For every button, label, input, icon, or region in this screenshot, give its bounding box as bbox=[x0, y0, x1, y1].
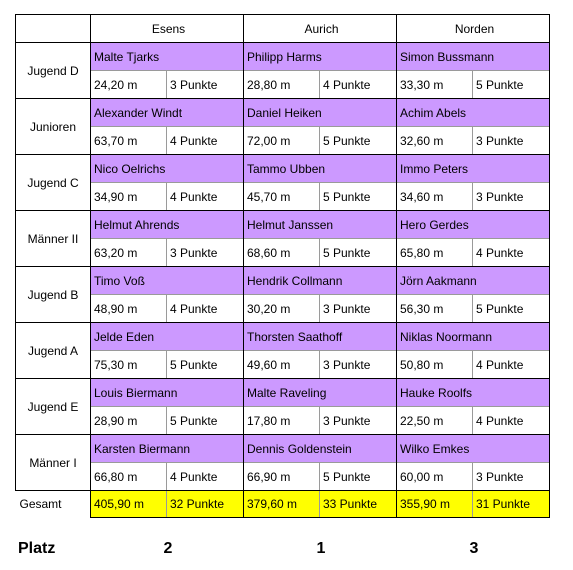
athlete-row bbox=[16, 323, 550, 351]
athlete-name: Hauke Roolfs bbox=[397, 379, 550, 407]
result-distance: 48,90 m bbox=[91, 295, 167, 323]
athlete-name: Niklas Noormann bbox=[397, 323, 550, 351]
athlete-row bbox=[16, 435, 550, 463]
result-distance: 66,90 m bbox=[244, 463, 320, 491]
athlete-row bbox=[16, 155, 550, 183]
results-table bbox=[15, 14, 550, 518]
athlete-row bbox=[16, 43, 550, 71]
total-points: 31 Punkte bbox=[473, 491, 550, 518]
result-row bbox=[16, 239, 550, 267]
result-points: 3 Punkte bbox=[167, 239, 244, 267]
category-label: Jugend D bbox=[16, 43, 91, 99]
category-label: Jugend A bbox=[16, 323, 91, 379]
header-row bbox=[16, 15, 550, 43]
athlete-name: Simon Bussmann bbox=[397, 43, 550, 71]
result-points: 3 Punkte bbox=[320, 295, 397, 323]
result-distance: 22,50 m bbox=[397, 407, 473, 435]
result-distance: 72,00 m bbox=[244, 127, 320, 155]
athlete-name: Achim Abels bbox=[397, 99, 550, 127]
athlete-name: Wilko Emkes bbox=[397, 435, 550, 463]
athlete-row bbox=[16, 379, 550, 407]
category-label: Männer I bbox=[16, 435, 91, 491]
team-header: Esens bbox=[91, 15, 244, 43]
athlete-name: Immo Peters bbox=[397, 155, 550, 183]
athlete-name: Hendrik Collmann bbox=[244, 267, 397, 295]
athlete-name: Louis Biermann bbox=[91, 379, 244, 407]
result-distance: 65,80 m bbox=[397, 239, 473, 267]
result-row bbox=[16, 127, 550, 155]
result-distance: 75,30 m bbox=[91, 351, 167, 379]
athlete-row bbox=[16, 267, 550, 295]
athlete-name: Nico Oelrichs bbox=[91, 155, 244, 183]
athlete-name: Helmut Ahrends bbox=[91, 211, 244, 239]
result-distance: 45,70 m bbox=[244, 183, 320, 211]
athlete-name: Jelde Eden bbox=[91, 323, 244, 351]
team-header: Aurich bbox=[244, 15, 397, 43]
result-points: 4 Punkte bbox=[473, 351, 550, 379]
result-row bbox=[16, 407, 550, 435]
athlete-row bbox=[16, 99, 550, 127]
result-row bbox=[16, 295, 550, 323]
athlete-name: Hero Gerdes bbox=[397, 211, 550, 239]
athlete-name: Timo Voß bbox=[91, 267, 244, 295]
result-distance: 49,60 m bbox=[244, 351, 320, 379]
result-distance: 50,80 m bbox=[397, 351, 473, 379]
result-points: 3 Punkte bbox=[473, 127, 550, 155]
athlete-name: Malte Raveling bbox=[244, 379, 397, 407]
athlete-name: Malte Tjarks bbox=[91, 43, 244, 71]
result-points: 4 Punkte bbox=[167, 463, 244, 491]
header-corner bbox=[16, 15, 91, 43]
result-points: 5 Punkte bbox=[473, 295, 550, 323]
category-label: Jugend B bbox=[16, 267, 91, 323]
total-distance: 355,90 m bbox=[397, 491, 473, 518]
result-distance: 68,60 m bbox=[244, 239, 320, 267]
total-distance: 379,60 m bbox=[244, 491, 320, 518]
category-label: Junioren bbox=[16, 99, 91, 155]
result-distance: 34,90 m bbox=[91, 183, 167, 211]
result-points: 5 Punkte bbox=[320, 239, 397, 267]
result-row bbox=[16, 183, 550, 211]
result-distance: 32,60 m bbox=[397, 127, 473, 155]
result-points: 5 Punkte bbox=[320, 127, 397, 155]
category-label: Jugend C bbox=[16, 155, 91, 211]
result-distance: 28,90 m bbox=[91, 407, 167, 435]
athlete-name: Helmut Janssen bbox=[244, 211, 397, 239]
result-points: 3 Punkte bbox=[473, 463, 550, 491]
result-points: 4 Punkte bbox=[167, 127, 244, 155]
result-points: 5 Punkte bbox=[320, 183, 397, 211]
result-distance: 30,20 m bbox=[244, 295, 320, 323]
result-distance: 63,20 m bbox=[91, 239, 167, 267]
athlete-name: Daniel Heiken bbox=[244, 99, 397, 127]
result-points: 5 Punkte bbox=[167, 407, 244, 435]
result-distance: 24,20 m bbox=[91, 71, 167, 99]
ranking-norden: 3 bbox=[469, 540, 479, 557]
result-points: 3 Punkte bbox=[167, 71, 244, 99]
total-points: 33 Punkte bbox=[320, 491, 397, 518]
result-distance: 66,80 m bbox=[91, 463, 167, 491]
result-row bbox=[16, 71, 550, 99]
ranking-aurich: 1 bbox=[316, 540, 326, 557]
result-distance: 17,80 m bbox=[244, 407, 320, 435]
result-distance: 33,30 m bbox=[397, 71, 473, 99]
result-points: 3 Punkte bbox=[320, 407, 397, 435]
result-points: 4 Punkte bbox=[320, 71, 397, 99]
category-label: Jugend E bbox=[16, 379, 91, 435]
result-points: 5 Punkte bbox=[473, 71, 550, 99]
result-points: 5 Punkte bbox=[167, 351, 244, 379]
result-distance: 28,80 m bbox=[244, 71, 320, 99]
athlete-name: Karsten Biermann bbox=[91, 435, 244, 463]
athlete-name: Dennis Goldenstein bbox=[244, 435, 397, 463]
ranking-esens: 2 bbox=[163, 540, 173, 557]
total-label: Gesamt bbox=[19, 497, 62, 512]
result-distance: 34,60 m bbox=[397, 183, 473, 211]
result-points: 4 Punkte bbox=[167, 295, 244, 323]
result-distance: 63,70 m bbox=[91, 127, 167, 155]
result-points: 4 Punkte bbox=[167, 183, 244, 211]
athlete-name: Philipp Harms bbox=[244, 43, 397, 71]
result-distance: 60,00 m bbox=[397, 463, 473, 491]
result-points: 3 Punkte bbox=[320, 351, 397, 379]
result-points: 4 Punkte bbox=[473, 239, 550, 267]
athlete-name: Jörn Aakmann bbox=[397, 267, 550, 295]
result-row bbox=[16, 351, 550, 379]
team-header: Norden bbox=[397, 15, 550, 43]
result-points: 3 Punkte bbox=[473, 183, 550, 211]
result-points: 5 Punkte bbox=[320, 463, 397, 491]
total-points: 32 Punkte bbox=[167, 491, 244, 518]
ranking-label: Platz bbox=[18, 540, 56, 557]
result-distance: 56,30 m bbox=[397, 295, 473, 323]
athlete-name: Thorsten Saathoff bbox=[244, 323, 397, 351]
total-row bbox=[16, 491, 550, 518]
total-distance: 405,90 m bbox=[91, 491, 167, 518]
result-row bbox=[16, 463, 550, 491]
athlete-row bbox=[16, 211, 550, 239]
category-label: Männer II bbox=[16, 211, 91, 267]
result-points: 4 Punkte bbox=[473, 407, 550, 435]
athlete-name: Tammo Ubben bbox=[244, 155, 397, 183]
athlete-name: Alexander Windt bbox=[91, 99, 244, 127]
